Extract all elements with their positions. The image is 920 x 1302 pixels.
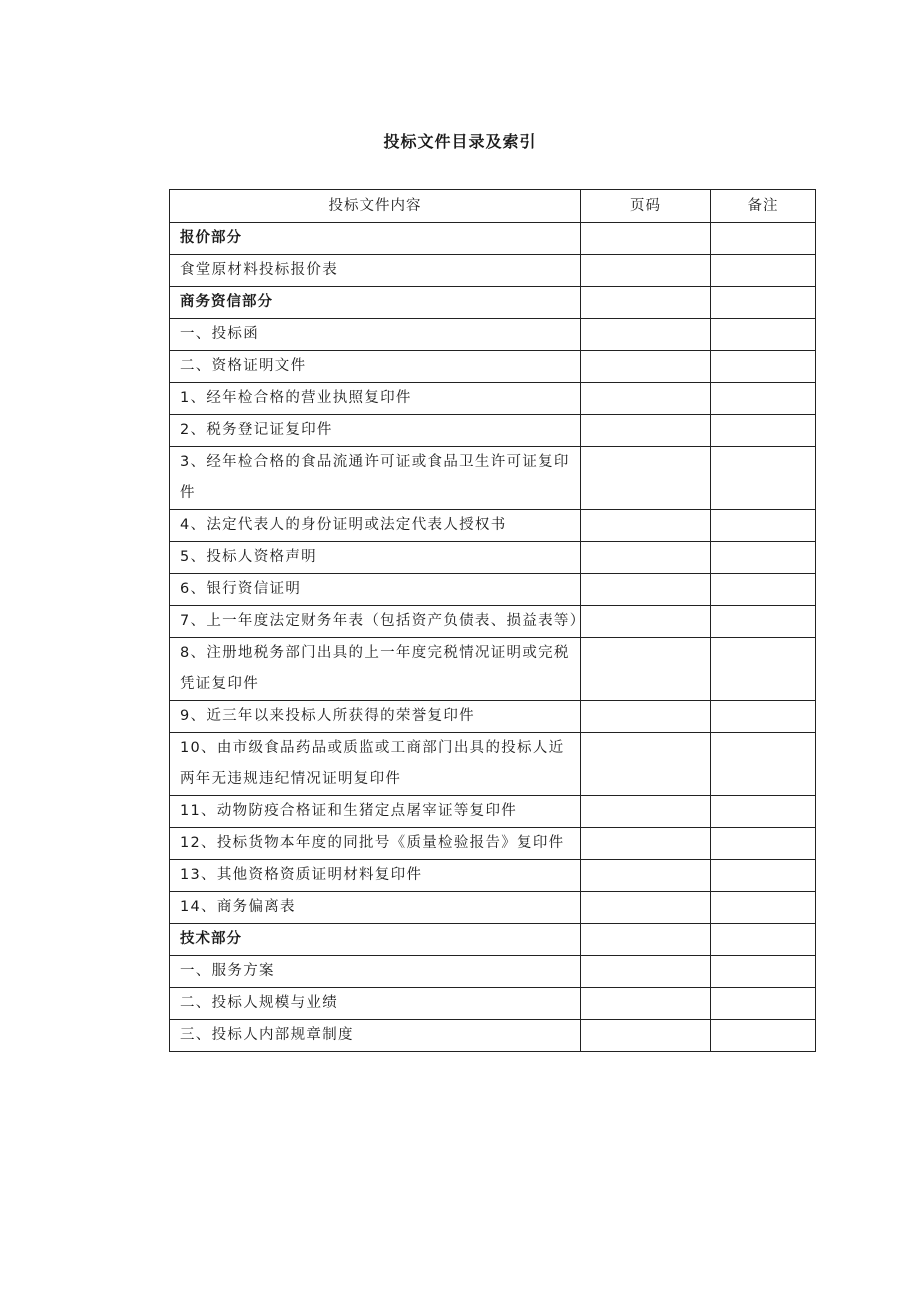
table-row xyxy=(170,606,816,638)
item-text: 12、投标货物本年度的同批号《质量检验报告》复印件 xyxy=(170,828,581,860)
table-header-row xyxy=(170,190,816,223)
remarks-cell xyxy=(711,956,816,988)
section-heading: 报价部分 xyxy=(170,223,581,255)
header-remarks: 备注 xyxy=(711,190,816,223)
section-row xyxy=(170,287,816,319)
page-number-cell xyxy=(581,892,711,924)
remarks-cell xyxy=(711,606,816,638)
page-number-cell xyxy=(581,542,711,574)
remarks-cell xyxy=(711,796,816,828)
remarks-cell xyxy=(711,447,816,510)
table-row xyxy=(170,447,816,510)
remarks-cell xyxy=(711,319,816,351)
section-row xyxy=(170,924,816,956)
page-number-cell xyxy=(581,733,711,796)
page-number-cell xyxy=(581,351,711,383)
remarks-cell xyxy=(711,860,816,892)
remarks-cell xyxy=(711,733,816,796)
item-text: 5、投标人资格声明 xyxy=(170,542,581,574)
page-number-cell xyxy=(581,956,711,988)
table-row xyxy=(170,860,816,892)
page-number-cell xyxy=(581,223,711,255)
table-row xyxy=(170,796,816,828)
remarks-cell xyxy=(711,255,816,287)
remarks-cell xyxy=(711,988,816,1020)
table-row xyxy=(170,956,816,988)
remarks-cell xyxy=(711,574,816,606)
page-number-cell xyxy=(581,988,711,1020)
page-number-cell xyxy=(581,606,711,638)
remarks-cell xyxy=(711,924,816,956)
table-row xyxy=(170,828,816,860)
page-number-cell xyxy=(581,415,711,447)
item-text: 食堂原材料投标报价表 xyxy=(170,255,581,287)
header-content: 投标文件内容 xyxy=(170,190,581,223)
item-text: 7、上一年度法定财务年表（包括资产负债表、损益表等） xyxy=(170,606,581,638)
page-number-cell xyxy=(581,701,711,733)
item-text: 三、投标人内部规章制度 xyxy=(170,1020,581,1052)
table-row xyxy=(170,351,816,383)
page-number-cell xyxy=(581,287,711,319)
header-page-number: 页码 xyxy=(581,190,711,223)
table-row xyxy=(170,701,816,733)
item-text: 10、由市级食品药品或质监或工商部门出具的投标人近两年无违规违纪情况证明复印件 xyxy=(170,733,581,796)
item-text: 9、近三年以来投标人所获得的荣誉复印件 xyxy=(170,701,581,733)
document-title: 投标文件目录及索引 xyxy=(383,132,537,151)
item-text: 二、资格证明文件 xyxy=(170,351,581,383)
item-text: 2、税务登记证复印件 xyxy=(170,415,581,447)
page-number-cell xyxy=(581,638,711,701)
item-text: 4、法定代表人的身份证明或法定代表人授权书 xyxy=(170,510,581,542)
table-body xyxy=(170,223,816,1052)
remarks-cell xyxy=(711,701,816,733)
table-row xyxy=(170,733,816,796)
item-text: 二、投标人规模与业绩 xyxy=(170,988,581,1020)
page-number-cell xyxy=(581,828,711,860)
remarks-cell xyxy=(711,892,816,924)
item-text: 8、注册地税务部门出具的上一年度完税情况证明或完税凭证复印件 xyxy=(170,638,581,701)
item-text: 13、其他资格资质证明材料复印件 xyxy=(170,860,581,892)
page-number-cell xyxy=(581,383,711,415)
page-number-cell xyxy=(581,1020,711,1052)
table-row xyxy=(170,383,816,415)
remarks-cell xyxy=(711,223,816,255)
item-text: 一、服务方案 xyxy=(170,956,581,988)
item-text: 6、银行资信证明 xyxy=(170,574,581,606)
page-number-cell xyxy=(581,255,711,287)
remarks-cell xyxy=(711,383,816,415)
item-text: 1、经年检合格的营业执照复印件 xyxy=(170,383,581,415)
remarks-cell xyxy=(711,638,816,701)
remarks-cell xyxy=(711,542,816,574)
table-row xyxy=(170,415,816,447)
table-row xyxy=(170,574,816,606)
item-text: 3、经年检合格的食品流通许可证或食品卫生许可证复印件 xyxy=(170,447,581,510)
remarks-cell xyxy=(711,510,816,542)
table-row xyxy=(170,1020,816,1052)
page-number-cell xyxy=(581,510,711,542)
item-text: 11、动物防疫合格证和生猪定点屠宰证等复印件 xyxy=(170,796,581,828)
remarks-cell xyxy=(711,287,816,319)
table-row xyxy=(170,988,816,1020)
index-table xyxy=(169,189,816,1052)
page-number-cell xyxy=(581,860,711,892)
remarks-cell xyxy=(711,828,816,860)
section-heading: 技术部分 xyxy=(170,924,581,956)
table-row xyxy=(170,255,816,287)
table-row xyxy=(170,892,816,924)
remarks-cell xyxy=(711,351,816,383)
page-number-cell xyxy=(581,796,711,828)
table-row xyxy=(170,319,816,351)
item-text: 一、投标函 xyxy=(170,319,581,351)
section-row xyxy=(170,223,816,255)
page-number-cell xyxy=(581,319,711,351)
table-row xyxy=(170,638,816,701)
remarks-cell xyxy=(711,415,816,447)
remarks-cell xyxy=(711,1020,816,1052)
item-text: 14、商务偏离表 xyxy=(170,892,581,924)
page-number-cell xyxy=(581,574,711,606)
page-number-cell xyxy=(581,447,711,510)
table-row xyxy=(170,510,816,542)
page-number-cell xyxy=(581,924,711,956)
section-heading: 商务资信部分 xyxy=(170,287,581,319)
table-row xyxy=(170,542,816,574)
